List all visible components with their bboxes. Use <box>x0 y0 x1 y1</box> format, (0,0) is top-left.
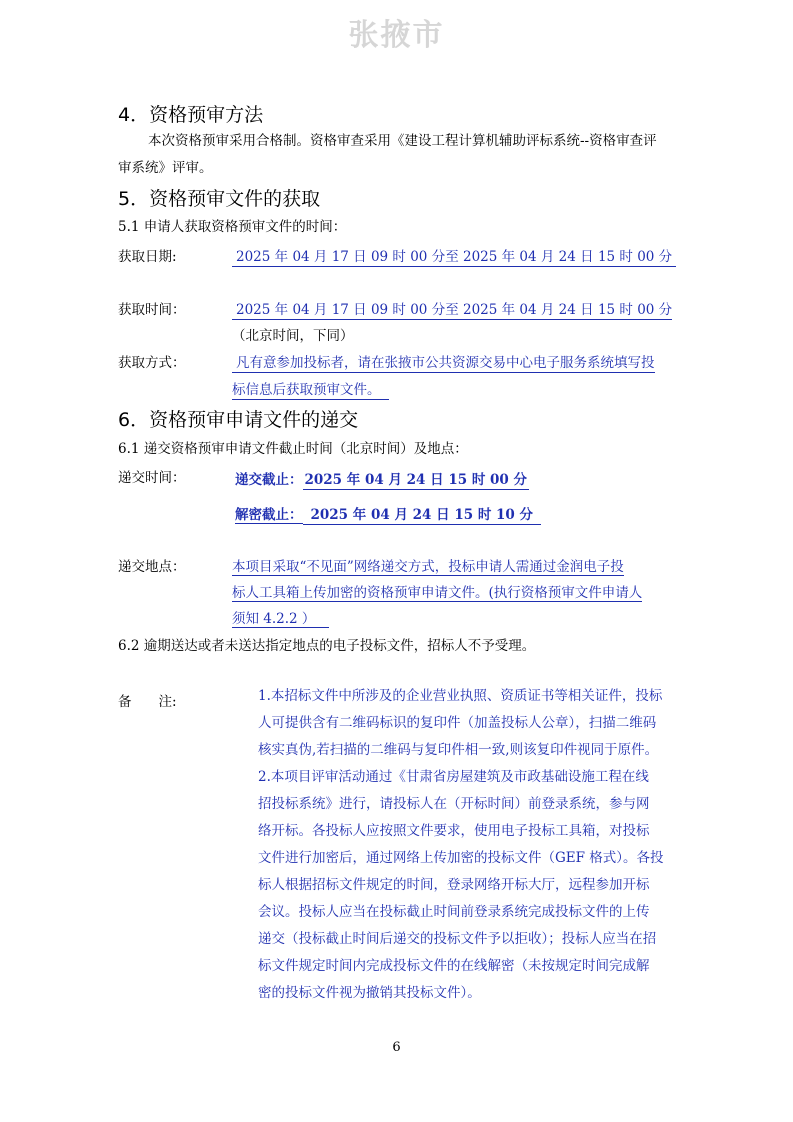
acquire-time-note: （北京时间，下同） <box>232 328 354 344</box>
section-5-heading: 5．资格预审文件的获取 <box>118 188 321 210</box>
acquire-time-value: 2025 年 04 月 17 日 09 时 00 分至 2025 年 04 月 24 日 15 时 00 分 <box>232 298 672 320</box>
acquire-time-label: 获取时间： <box>118 302 186 318</box>
remarks-line: 标人根据招标文件规定的时间，登录网络开标大厅，远程参加开标 <box>258 877 650 893</box>
submit-place-line-2: 标人工具箱上传加密的资格预审申请文件。(执行资格预审文件申请人 <box>232 581 642 602</box>
decrypt-deadline-label: 解密截止： <box>235 507 303 523</box>
page-number: 6 <box>392 1040 401 1055</box>
remarks-line: 核实真伪,若扫描的二维码与复印件相一致,则该复印件视同于原件。 <box>258 742 659 758</box>
section-6-heading: 6．资格预审申请文件的递交 <box>118 409 359 431</box>
decrypt-deadline-value: 2025 年 04 月 24 日 15 时 10 分 <box>303 507 542 525</box>
acquire-method-line-1: 凡有意参加投标者，请在张掖市公共资源交易中心电子服务系统填写投 <box>232 351 655 373</box>
submit-time-label: 递交时间： <box>118 470 186 486</box>
remarks-line: 1.本招标文件中所涉及的企业营业执照、资质证书等相关证件，投标 <box>258 688 663 704</box>
remarks-line: 络开标。各投标人应按照文件要求，使用电子投标工具箱，对投标 <box>258 823 650 839</box>
remarks-text <box>258 683 688 1007</box>
item-5-1: 5.1 申请人获取资格预审文件的时间： <box>118 219 347 235</box>
remarks-line: 招投标系统》进行，请投标人在（开标时间）前登录系统，参与网 <box>258 796 650 812</box>
remarks-line: 2.本项目评审活动通过《甘肃省房屋建筑及市政基础设施工程在线 <box>258 769 649 785</box>
remarks-label: 备 注: <box>118 694 177 710</box>
submit-place-line-1: 本项目采取“不见面”网络递交方式，投标申请人需通过金润电子投 <box>232 555 624 576</box>
section-4-body-line-1: 本次资格预审采用合格制。资格审查采用《建设工程计算机辅助评标系统--资格审查评 <box>148 133 657 149</box>
submit-deadline <box>235 468 529 488</box>
acquire-method-line-2: 标信息后获取预审文件。 <box>232 378 389 400</box>
item-6-2: 6.2 逾期送达或者未送达指定地点的电子投标文件，招标人不予受理。 <box>118 638 536 654</box>
submit-place-line-3: 须知 4.2.2 ） <box>232 607 329 628</box>
submit-deadline-label: 递交截止： <box>235 472 303 488</box>
watermark: 张掖市 <box>348 18 445 53</box>
section-4-heading: 4．资格预审方法 <box>118 104 264 126</box>
remarks-line: 文件进行加密后，通过网络上传加密的投标文件（GEF 格式）。各投 <box>258 850 664 866</box>
remarks-line: 标文件规定时间内完成投标文件的在线解密（未按规定时间完成解 <box>258 958 650 974</box>
remarks-line: 会议。投标人应当在投标截止时间前登录系统完成投标文件的上传 <box>258 904 650 920</box>
acquire-date-label: 获取日期: <box>118 249 177 265</box>
remarks-line: 人可提供含有二维码标识的复印件（加盖投标人公章），扫描二维码 <box>258 715 657 731</box>
acquire-method-label: 获取方式： <box>118 355 186 371</box>
submit-deadline-value: 2025 年 04 月 24 日 15 时 00 分 <box>304 472 528 488</box>
decrypt-deadline <box>235 503 541 523</box>
remarks-line: 递交（投标截止时间后递交的投标文件予以拒收）；投标人应当在招 <box>258 931 657 947</box>
remarks-line: 密的投标文件视为撤销其投标文件）。 <box>258 985 481 1001</box>
section-4-body-line-2: 审系统》评审。 <box>118 160 213 176</box>
item-6-1: 6.1 递交资格预审申请文件截止时间（北京时间）及地点： <box>118 441 468 457</box>
acquire-date-value: 2025 年 04 月 17 日 09 时 00 分至 2025 年 04 月 24 日 15 时 00 分 <box>232 245 676 267</box>
submit-place-label: 递交地点： <box>118 559 186 575</box>
